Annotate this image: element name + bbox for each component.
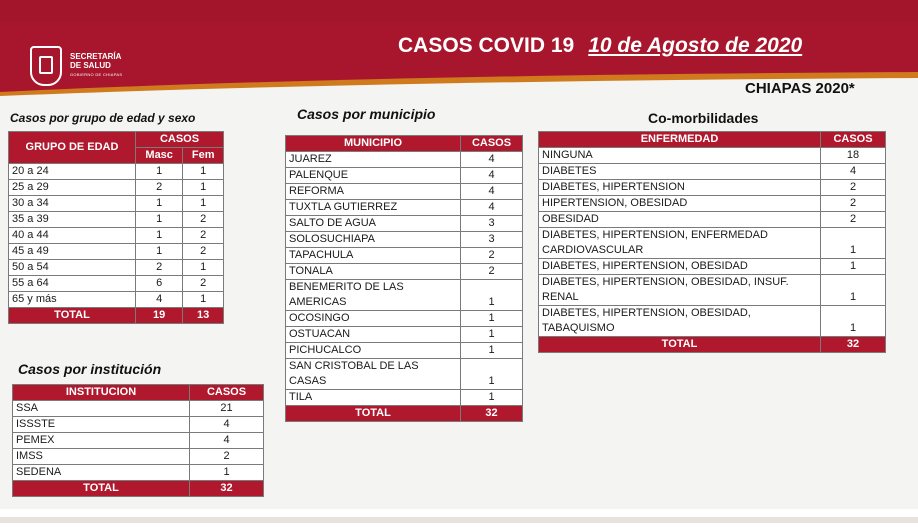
municipality-table <box>285 135 523 422</box>
institution-total-label: TOTAL <box>13 481 190 497</box>
row-value: 2 <box>821 212 886 228</box>
row-value: 1 <box>461 343 523 359</box>
row-value: 6 <box>136 276 183 292</box>
row-label: 55 a 64 <box>9 276 136 292</box>
institution-table <box>12 384 264 497</box>
comorbidity-section-title: Co-morbilidades <box>648 110 759 126</box>
col-cases: CASOS <box>461 136 523 152</box>
table-row <box>9 180 224 196</box>
title-date: 10 de Agosto de 2020 <box>588 34 803 57</box>
row-value: 2 <box>461 248 523 264</box>
table-row <box>286 280 523 311</box>
row-label: TONALA <box>286 264 461 280</box>
row-value: 1 <box>190 465 264 481</box>
row-label: OSTUACAN <box>286 327 461 343</box>
table-row <box>9 212 224 228</box>
row-value: 2 <box>183 276 224 292</box>
row-label: BENEMERITO DE LAS AMERICAS <box>286 280 461 311</box>
row-value: 1 <box>461 327 523 343</box>
col-cases: CASOS <box>136 132 224 148</box>
row-value: 1 <box>136 212 183 228</box>
row-label: 25 a 29 <box>9 180 136 196</box>
row-label: 35 a 39 <box>9 212 136 228</box>
row-value: 4 <box>461 152 523 168</box>
col-age-group: GRUPO DE EDAD <box>9 132 136 164</box>
comorbidity-total: 32 <box>821 337 886 353</box>
row-label: TAPACHULA <box>286 248 461 264</box>
municipality-total-label: TOTAL <box>286 406 461 422</box>
table-row <box>539 196 886 212</box>
footer-stripe <box>0 517 918 523</box>
row-value: 1 <box>461 311 523 327</box>
row-label: DIABETES, HIPERTENSION, ENFERMEDAD CARDIOVASCULAR <box>539 228 821 259</box>
row-value: 2 <box>190 449 264 465</box>
row-value: 2 <box>183 244 224 260</box>
page-title <box>398 34 802 58</box>
row-label: 65 y más <box>9 292 136 308</box>
row-label: SALTO DE AGUA <box>286 216 461 232</box>
table-row <box>539 180 886 196</box>
row-label: 45 a 49 <box>9 244 136 260</box>
table-row <box>13 449 264 465</box>
table-row <box>286 216 523 232</box>
row-label: 20 a 24 <box>9 164 136 180</box>
row-value: 1 <box>183 260 224 276</box>
row-label: SEDENA <box>13 465 190 481</box>
logo-line3: GOBIERNO DE CHIAPAS <box>70 72 123 77</box>
row-value: 2 <box>821 180 886 196</box>
row-label: TUXTLA GUTIERREZ <box>286 200 461 216</box>
row-value: 1 <box>461 280 523 311</box>
table-row <box>286 152 523 168</box>
row-value: 1 <box>183 292 224 308</box>
row-label: SAN CRISTOBAL DE LAS CASAS <box>286 359 461 390</box>
row-value: 2 <box>183 228 224 244</box>
row-label: NINGUNA <box>539 148 821 164</box>
comorbidity-total-label: TOTAL <box>539 337 821 353</box>
row-value: 18 <box>821 148 886 164</box>
row-label: 50 a 54 <box>9 260 136 276</box>
row-value: 4 <box>461 168 523 184</box>
row-label: DIABETES, HIPERTENSION <box>539 180 821 196</box>
municipality-total: 32 <box>461 406 523 422</box>
row-value: 3 <box>461 216 523 232</box>
table-row <box>286 232 523 248</box>
row-value: 2 <box>821 196 886 212</box>
institution-section-title: Casos por institución <box>18 361 162 377</box>
row-label: TILA <box>286 390 461 406</box>
row-value: 1 <box>136 196 183 212</box>
row-value: 21 <box>190 401 264 417</box>
row-value: 4 <box>461 200 523 216</box>
table-row <box>9 244 224 260</box>
age-total-label: TOTAL <box>9 308 136 324</box>
table-row <box>539 164 886 180</box>
row-value: 1 <box>183 196 224 212</box>
row-label: 30 a 34 <box>9 196 136 212</box>
col-male: Masc <box>136 148 183 164</box>
table-row <box>9 260 224 276</box>
table-row <box>539 275 886 306</box>
table-row <box>286 248 523 264</box>
row-label: HIPERTENSION, OBESIDAD <box>539 196 821 212</box>
row-label: IMSS <box>13 449 190 465</box>
health-secretariat-logo <box>26 44 146 94</box>
row-label: DIABETES, HIPERTENSION, OBESIDAD <box>539 259 821 275</box>
row-label: DIABETES <box>539 164 821 180</box>
row-label: PICHUCALCO <box>286 343 461 359</box>
table-row <box>286 390 523 406</box>
row-value: 1 <box>183 164 224 180</box>
table-row <box>286 200 523 216</box>
table-row <box>13 401 264 417</box>
row-value: 4 <box>136 292 183 308</box>
table-row <box>286 184 523 200</box>
comorbidity-table <box>538 131 886 353</box>
row-value: 4 <box>190 417 264 433</box>
row-value: 1 <box>821 306 886 337</box>
footer-band <box>0 509 918 529</box>
table-row <box>9 292 224 308</box>
row-value: 2 <box>461 264 523 280</box>
row-label: SSA <box>13 401 190 417</box>
row-value: 1 <box>136 164 183 180</box>
row-label: PALENQUE <box>286 168 461 184</box>
row-value: 1 <box>821 228 886 259</box>
row-label: DIABETES, HIPERTENSION, OBESIDAD, INSUF. RENAL <box>539 275 821 306</box>
col-institution: INSTITUCION <box>13 385 190 401</box>
row-value: 2 <box>136 260 183 276</box>
title-text: CASOS COVID 19 <box>398 34 575 57</box>
table-row <box>539 259 886 275</box>
row-value: 4 <box>821 164 886 180</box>
row-value: 1 <box>461 390 523 406</box>
row-label: JUAREZ <box>286 152 461 168</box>
col-cases: CASOS <box>821 132 886 148</box>
age-table <box>8 131 224 324</box>
row-value: 1 <box>136 244 183 260</box>
row-value: 2 <box>183 212 224 228</box>
col-female: Fem <box>183 148 224 164</box>
row-label: OBESIDAD <box>539 212 821 228</box>
logo-line2: DE SALUD <box>70 61 111 70</box>
table-row <box>539 306 886 337</box>
row-value: 1 <box>821 259 886 275</box>
age-total-female: 13 <box>183 308 224 324</box>
row-value: 3 <box>461 232 523 248</box>
col-disease: ENFERMEDAD <box>539 132 821 148</box>
row-label: SOLOSUCHIAPA <box>286 232 461 248</box>
table-row <box>9 228 224 244</box>
row-value: 2 <box>136 180 183 196</box>
age-total-male: 19 <box>136 308 183 324</box>
row-value: 4 <box>190 433 264 449</box>
row-label: PEMEX <box>13 433 190 449</box>
table-row <box>9 196 224 212</box>
table-row <box>539 148 886 164</box>
municipality-section-title: Casos por municipio <box>297 106 436 122</box>
table-row <box>13 433 264 449</box>
row-value: 1 <box>461 359 523 390</box>
row-value: 1 <box>183 180 224 196</box>
table-row <box>539 228 886 259</box>
table-row <box>13 417 264 433</box>
col-cases: CASOS <box>190 385 264 401</box>
table-row <box>286 311 523 327</box>
row-label: ISSSTE <box>13 417 190 433</box>
top-bar <box>0 0 918 22</box>
row-value: 1 <box>821 275 886 306</box>
logo-line1: SECRETARÍA <box>70 52 122 61</box>
table-row <box>286 168 523 184</box>
table-row <box>13 465 264 481</box>
shield-icon <box>30 46 62 86</box>
age-section-title: Casos por grupo de edad y sexo <box>10 111 196 125</box>
row-label: OCOSINGO <box>286 311 461 327</box>
table-row <box>286 343 523 359</box>
row-label: REFORMA <box>286 184 461 200</box>
table-row <box>9 164 224 180</box>
table-row <box>9 276 224 292</box>
table-row <box>286 359 523 390</box>
row-label: DIABETES, HIPERTENSION, OBESIDAD, TABAQUISMO <box>539 306 821 337</box>
table-row <box>539 212 886 228</box>
region-label: CHIAPAS 2020* <box>745 80 855 97</box>
row-value: 4 <box>461 184 523 200</box>
col-municipality: MUNICIPIO <box>286 136 461 152</box>
institution-total: 32 <box>190 481 264 497</box>
table-row <box>286 327 523 343</box>
row-label: 40 a 44 <box>9 228 136 244</box>
row-value: 1 <box>136 228 183 244</box>
table-row <box>286 264 523 280</box>
